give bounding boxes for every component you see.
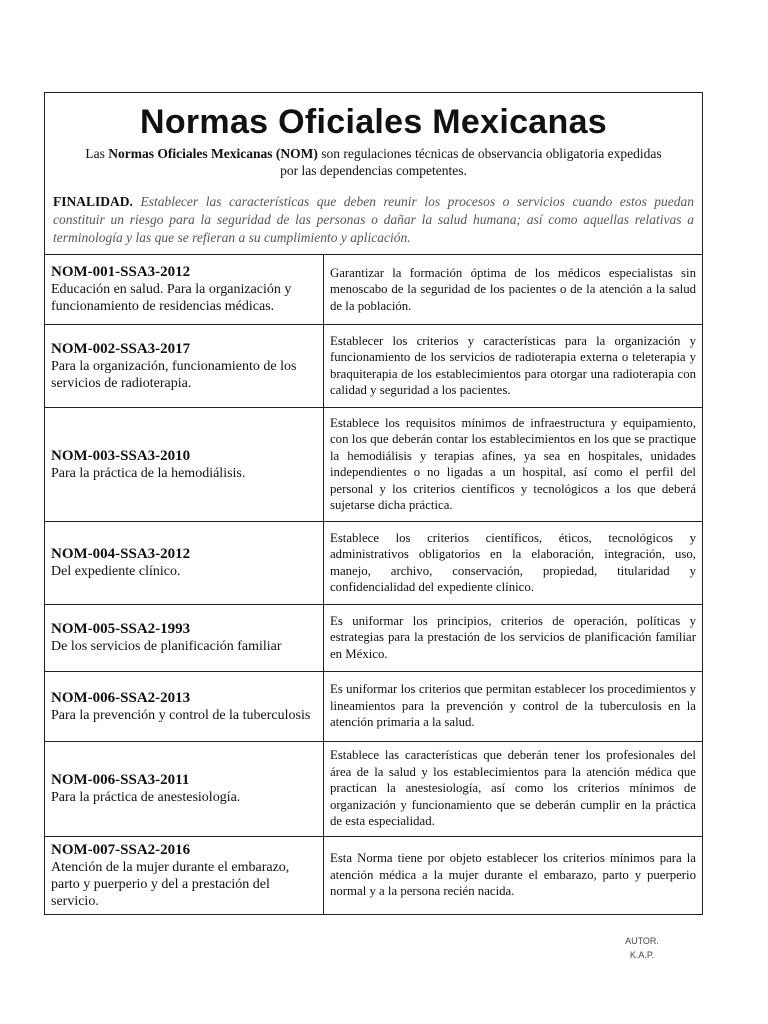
table-row xyxy=(45,324,702,407)
author-credit xyxy=(612,934,672,962)
table-row xyxy=(45,521,702,604)
nom-description: Para la práctica de la hemodiálisis. xyxy=(51,465,246,481)
nom-cell xyxy=(45,671,324,741)
document-header xyxy=(45,93,702,255)
nom-code: NOM-004-SSA3-2012 xyxy=(51,546,191,562)
nom-description: Para la prevención y control de la tuberculosis xyxy=(51,707,311,723)
nom-code: NOM-003-SSA3-2010 xyxy=(51,447,191,464)
nom-description: De los servicios de planificación familiar xyxy=(51,639,282,654)
finalidad-label: FINALIDAD. xyxy=(53,194,133,209)
nom-code: NOM-006-SSA2-2013 xyxy=(51,689,191,706)
author-label: AUTOR. xyxy=(625,936,659,946)
purpose-cell: Esta Norma tiene por objeto establecer los criterios mínimos para la atención médica a la mujer durante el embarazo, parto y puerperio normal y a la persona recién nacida. xyxy=(324,836,703,914)
intro-bold: Normas Oficiales Mexicanas (NOM) xyxy=(108,146,318,161)
table-row xyxy=(45,255,702,324)
nom-table xyxy=(45,255,702,914)
nom-cell xyxy=(45,836,324,914)
intro-paragraph xyxy=(83,145,664,179)
purpose-cell: Es uniformar los criterios que permitan establecer los procedimientos y lineamientos para la prevención y control de la tuberculosis en la atención primaria a la salud. xyxy=(324,671,703,741)
nom-cell xyxy=(45,521,324,604)
finalidad-paragraph xyxy=(53,193,694,247)
purpose-cell: Establece los criterios científicos, éticos, tecnológicos y administrativos obligatorios en la elaboración, integración, uso, manejo, archivo, conservación, propiedad, titularidad y confidencialidad del expediente clínico. xyxy=(324,521,703,604)
table-row xyxy=(45,671,702,741)
nom-description: Educación en salud. Para la organización y funcionamiento de residencias médicas. xyxy=(51,282,292,315)
nom-cell xyxy=(45,324,324,407)
author-initials: K.A.P. xyxy=(629,950,655,960)
table-row xyxy=(45,836,702,914)
table-row xyxy=(45,741,702,836)
nom-cell xyxy=(45,407,324,521)
table-row xyxy=(45,407,702,521)
purpose-cell: Es uniformar los principios, criterios de operación, políticas y estrategias para la prestación de los servicios de planificación familiar en México. xyxy=(324,604,703,671)
intro-prefix: Las xyxy=(85,146,109,161)
nom-cell xyxy=(45,741,324,836)
purpose-cell: Garantizar la formación óptima de los médicos especialistas sin menoscabo de la seguridad de los pacientes o de la atención a la salud de la población. xyxy=(330,265,696,313)
page-title: Normas Oficiales Mexicanas xyxy=(139,103,608,141)
intro-suffix: son regulaciones técnicas de observancia obligatoria expedidas por las dependencias competentes. xyxy=(280,146,662,178)
nom-description: Atención de la mujer durante el embarazo, parto y puerperio y del a prestación del servicio. xyxy=(51,859,290,909)
nom-code: NOM-007-SSA2-2016 xyxy=(51,841,191,858)
nom-code: NOM-001-SSA3-2012 xyxy=(51,264,191,281)
nom-document xyxy=(44,92,703,915)
nom-cell xyxy=(45,255,324,324)
finalidad-text: Establecer las características que deben reunir los procesos o servicios cuando estos puedan constituir un riesgo para la seguridad de las personas o dañar la salud humana; así como aquellas relativas a terminología y las que se refieran a su cumplimiento y aplicación. xyxy=(53,194,695,245)
nom-description: Para la práctica de anestesiología. xyxy=(51,790,241,805)
nom-description: Para la organización, funcionamiento de los servicios de radioterapia. xyxy=(51,358,297,391)
nom-cell xyxy=(45,604,324,671)
purpose-cell: Establece los requisitos mínimos de infraestructura y equipamiento, con los que deberán contar los establecimientos en los que se practique la hemodiálisis y terapias afines, ya sea en hospitales, unidades independientes o no ligadas a un hospital, así como el perfil del personal y los criterios científicos y tecnológicos a los que deberá sujetarse dicha práctica. xyxy=(324,407,703,521)
nom-code: NOM-002-SSA3-2017 xyxy=(51,340,191,357)
nom-code: NOM-005-SSA2-1993 xyxy=(51,621,191,637)
purpose-cell: Establecer los criterios y características para la organización y funcionamiento de los servicios de radioterapia externa o teleterapia y braquiterapia de los establecimientos para otorgar una radioterapia con calidad y seguridad a los pacientes. xyxy=(324,324,703,407)
nom-description: Del expediente clínico. xyxy=(51,564,181,579)
nom-code: NOM-006-SSA3-2011 xyxy=(51,772,190,788)
purpose-cell: Establece las características que deberán tener los profesionales del área de la salud y los establecimientos para la atención médica que practican la anestesiología, así como los criterios mínimos de organización y funcionamiento que se deberán cumplir en la práctica de esta especialidad. xyxy=(324,741,703,836)
table-row xyxy=(45,604,702,671)
